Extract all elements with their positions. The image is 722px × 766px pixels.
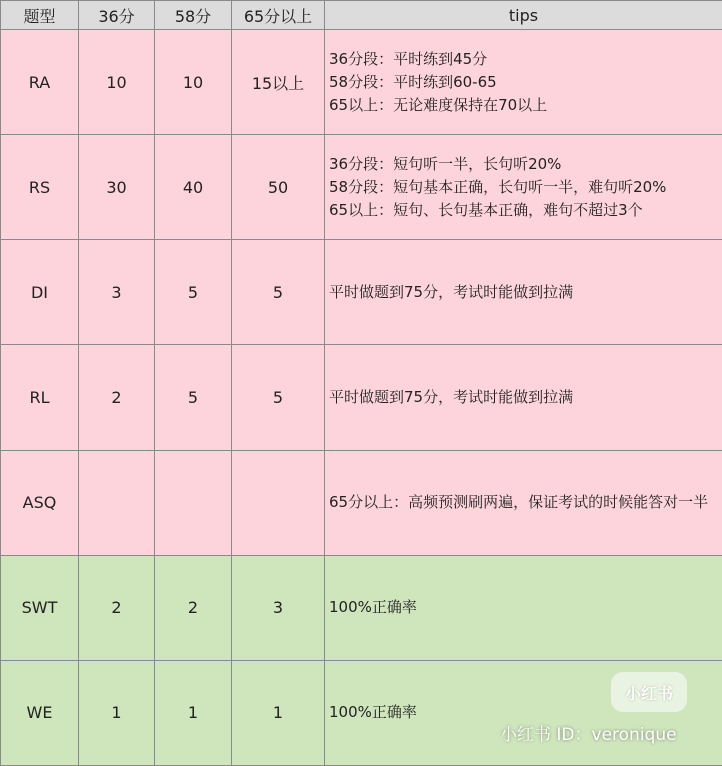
header-row [1,1,722,30]
cell-58: 5 [155,345,232,450]
cell-tips [325,135,722,240]
cell-tips [325,450,722,555]
cell-65: 1 [232,660,325,765]
watermark-user-id: 小红书 ID：veronique [500,725,677,745]
table-row [1,240,722,345]
cell-58 [155,450,232,555]
header-tips: tips [325,1,722,30]
cell-type: RS [1,135,79,240]
cell-36: 2 [79,345,155,450]
cell-tips [325,240,722,345]
table-row [1,450,722,555]
header-58: 58分 [155,1,232,30]
header-36: 36分 [79,1,155,30]
cell-type: DI [1,240,79,345]
cell-58: 10 [155,30,232,135]
cell-58: 2 [155,555,232,660]
cell-36: 30 [79,135,155,240]
tip-line: 36分段：短句听一半，长句听20% [329,154,562,173]
cell-65: 3 [232,555,325,660]
tip-line: 65分以上：高频预测刷两遍，保证考试的时候能答对一半 [329,493,709,512]
tip-line: 65以上：短句、长句基本正确，难句不超过3个 [329,200,643,219]
cell-36: 3 [79,240,155,345]
cell-58: 5 [155,240,232,345]
tip-line: 平时做题到75分，考试时能做到拉满 [329,387,574,406]
tip-line: 58分段：平时练到60-65 [329,72,497,91]
cell-36: 1 [79,660,155,765]
cell-type: RL [1,345,79,450]
header-65: 65分以上 [232,1,325,30]
cell-36: 2 [79,555,155,660]
cell-type: RA [1,30,79,135]
tip-line: 65以上：无论难度保持在70以上 [329,95,548,114]
table-row [1,135,722,240]
cell-type: WE [1,660,79,765]
tip-line: 平时做题到75分，考试时能做到拉满 [329,282,574,301]
cell-36: 10 [79,30,155,135]
tip-line: 36分段：平时练到45分 [329,49,488,68]
xiaohongshu-logo: 小红书 [611,672,687,712]
tip-line: 100%正确率 [329,598,417,617]
cell-65: 50 [232,135,325,240]
cell-65 [232,450,325,555]
cell-36 [79,450,155,555]
cell-58: 40 [155,135,232,240]
tip-line: 58分段：短句基本正确，长句听一半，难句听20% [329,177,667,196]
table-row [1,555,722,660]
cell-65: 5 [232,345,325,450]
table-row [1,30,722,135]
table-row [1,345,722,450]
cell-tips [325,30,722,135]
cell-58: 1 [155,660,232,765]
cell-type: ASQ [1,450,79,555]
cell-65: 5 [232,240,325,345]
tip-line: 100%正确率 [329,703,417,722]
cell-tips [325,345,722,450]
header-type: 题型 [1,1,79,30]
cell-65: 15以上 [232,30,325,135]
cell-tips [325,555,722,660]
cell-type: SWT [1,555,79,660]
